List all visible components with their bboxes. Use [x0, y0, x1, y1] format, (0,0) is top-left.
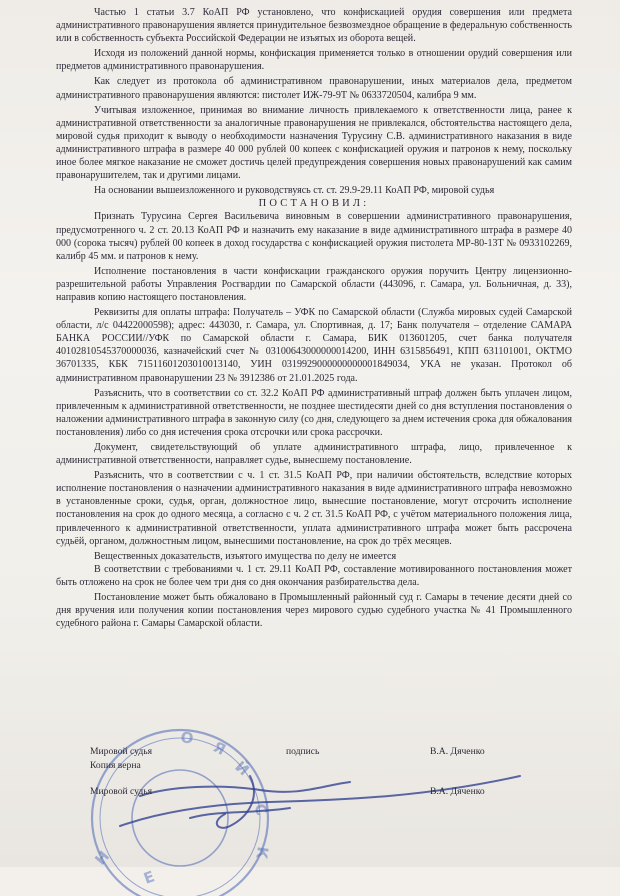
svg-text:Н: Н	[91, 847, 114, 869]
resolution-confiscation-execution: Исполнение постановления в части конфискации гражданского оружия поручить Центру лицензионно-разрешительной работы Управления Росгвардии по Самарской области (443096, г. Самара, ул. Больничная, д. 33), направив копию настоящего постановления.	[56, 265, 572, 303]
signature-row-2	[90, 760, 550, 774]
resolution-payment-deadline: Разъяснить, что в соответствии со ст. 32.2 КоАП РФ административный штраф должен быть уплачен лицом, привлеченным к административной ответственности, не позднее шестидесяти дней со дня вступления постановления о наложении административного штрафа в законную силу (со дня, следующего за днем истечения срока для обжалования постановления) либо со дня истечения срока отсрочки или срока рассрочки.	[56, 387, 572, 438]
judge-label-2: Мировой судья	[90, 786, 153, 797]
paragraph-legal-basis: На основании вышеизложенного и руководствуясь ст. ст. 29.9-29.11 КоАП РФ, мировой судья	[94, 185, 495, 197]
svg-text:К: К	[252, 845, 272, 861]
paragraph-confiscation-definition: Частью 1 статьи 3.7 КоАП РФ установлено, что конфискацией орудия совершения или предмета административного правонарушения является принудительное безвозмездное обращение в федеральную собственность или в собственность субъекта Российской Федерации не изъятых из оборота вещей.	[56, 7, 572, 45]
signature-row-1	[90, 746, 550, 760]
signature-label: подпись	[286, 746, 320, 757]
svg-text:О: О	[179, 728, 195, 748]
resolution-payment-proof: Документ, свидетельствующий об уплате административного штрафа, лицо, привлеченное к административной ответственности, направляет судье, вынесшему постановление.	[56, 442, 572, 467]
svg-text:С: С	[250, 801, 271, 818]
judge-label: Мировой судья	[90, 746, 153, 757]
resolution-appeal: Постановление может быть обжаловано в Промышленный районный суд г. Самары в течение десяти дней со дня вручения или получения копии постановления через мирового судью судебного участка № 41 Промышленного судебного района г. Самары Самарской области.	[56, 592, 572, 630]
signature-block	[90, 746, 550, 800]
resolution-heading: ПОСТАНОВИЛ:	[258, 198, 370, 210]
copy-verified-label: Копия верна	[90, 760, 141, 771]
signature-row-3	[90, 786, 550, 800]
svg-text:Я: Я	[210, 737, 229, 759]
svg-text:Е: Е	[141, 867, 157, 888]
document-body	[56, 6, 572, 630]
paragraph-confiscation-scope: Исходя из положений данной нормы, конфискация применяется только в отношении орудий совершения или предметов административного правонарушения.	[56, 48, 572, 73]
resolution-motivated-decision: В соответствии с требованиями ч. 1 ст. 29.11 КоАП РФ, составление мотивированного постановления может быть отложено на срок не более чем три дня со дня окончания разбирательства дела.	[56, 563, 572, 588]
resolution-guilty-verdict: Признать Турусина Сергея Васильевича виновным в совершении административного правонарушения, предусмотренного ч. 2 ст. 20.13 КоАП РФ и назначить ему наказание в виде административного штрафа в размере 40 000 (сорока тысяч) рублей 00 копеек в доход государства с конфискацией оружия пистолета МР-80-13Т № 0933102269, калибр 45 мм. и патронов к нему.	[56, 211, 572, 262]
judge-name-2: В.А. Дяченко	[430, 786, 485, 797]
svg-text:Й: Й	[231, 757, 253, 780]
resolution-evidence: Вещественных доказательств, изъятого имущества по делу не имеется	[94, 550, 397, 562]
paragraph-considerations: Учитывая изложенное, принимая во внимание личность привлекаемого к ответственности лица, ранее к административной ответственности за аналогичные правонарушения не привлекался, обстоятельства настоящего дела, мировой судья приходит к выводу о необходимости назначения Турусину С.В. административного наказания в виде административного штрафа в размере 40 000 рублей 00 копеек с конфискацией оружия и патронов к нему, поскольку иное более мягкое наказание не сможет достичь целей предупреждения совершения новых правонарушений как самим правонарушителем, так и другими лицами.	[56, 104, 572, 182]
court-seal-stamp	[62, 706, 292, 896]
resolution-deferral: Разъяснить, что в соответствии с ч. 1 ст. 31.5 КоАП РФ, при наличии обстоятельств, вследствие которых исполнение постановления о назначении административного наказания в виде административного штрафа невозможно в установленные сроки, судья, орган, должностное лицо, вынесшие постановление, могут отсрочить исполнение постановления на срок до одного месяца, а согласно с ч. 2 ст. 31.5 КоАП РФ, с учётом материального положения лица, привлеченного к административной ответственности, уплата административного штрафа может быть рассрочена судьёй, органом, должностным лицом, вынесшими постановление, на срок до трёх месяцев.	[56, 470, 572, 547]
judge-name: В.А. Дяченко	[430, 746, 485, 757]
paragraph-offense-subject: Как следует из протокола об административном правонарушении, иных материалов дела, предметом административного правонарушения являются: пистолет ИЖ-79-9Т № 0633720504, калибра 9 мм.	[56, 76, 572, 101]
resolution-payment-details: Реквизиты для оплаты штрафа: Получатель – УФК по Самарской области (Служба мировых судей Самарской области, л/с 04422000598); адрес: 443030, г. Самара, ул. Спортивная, д. 17; Банк получателя – отделение САМАРА БАНКА РОССИИ//УФК по Самарской области г. Самара, БИК 013601205, счет банка получателя 40102810545370000036, казначейский счет № 03100643000000014200, ИНН 6315856491, КПП 631101001, ОКТМО 36701335, КБК 71511601203010013140, УИН 0319929000000000001849034, УКА не указан. Протокол об административном правонарушении 23 № 3912386 от 21.01.2025 года.	[56, 307, 572, 384]
